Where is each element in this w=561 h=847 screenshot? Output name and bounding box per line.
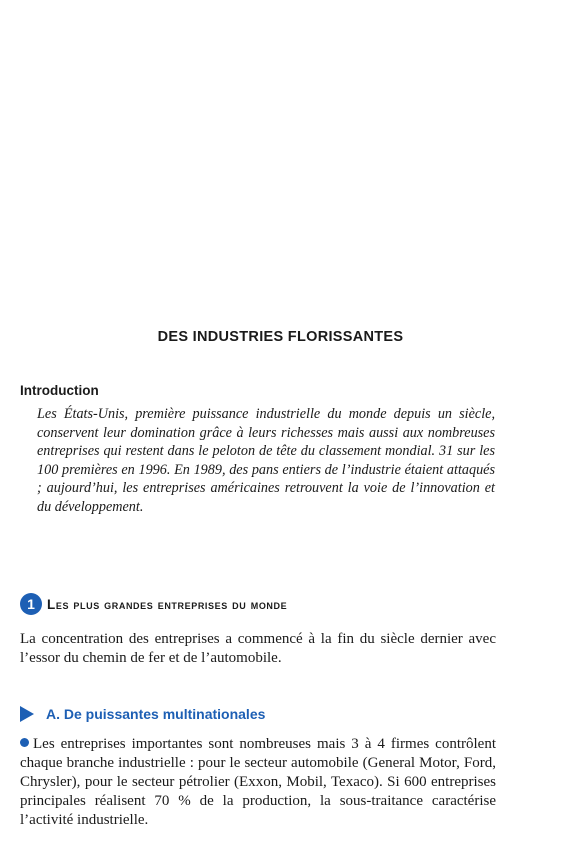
- bullet-dot-icon: [20, 738, 29, 747]
- bullet-paragraph: [20, 735, 496, 830]
- subsection-title: A. De puissantes multinationales: [46, 706, 266, 722]
- subsection-heading: [20, 706, 265, 722]
- section-intro-paragraph: La concentration des entreprises a commencé à la fin du siècle dernier avec l’essor du chemin de fer et de l’automobile.: [20, 631, 496, 666]
- introduction-heading: Introduction: [20, 383, 99, 398]
- triangle-right-icon: [20, 706, 34, 722]
- introduction-text: Les États-Unis, première puissance industrielle du monde depuis un siècle, conservent leur domination grâce à leurs richesses mais aussi aux nombreuses entreprises qui restent dans le peloton de tête du classement mondial. 31 sur les 100 premières en 1996. En 1989, des pans entiers de l’industrie étaient attaqués ; aujourd’hui, les entreprises américaines retrouvent la voie de l’innovation et du développement.: [37, 406, 495, 515]
- number-circle-icon: 1: [20, 593, 42, 615]
- chapter-title: DES INDUSTRIES FLORISSANTES: [157, 329, 404, 345]
- section-title: Les plus grandes entreprises du monde: [47, 596, 288, 612]
- bullet-paragraph-text: Les entreprises importantes sont nombreuses mais 3 à 4 firmes contrôlent chaque branche industrielle : pour le secteur automobile (General Motor, Ford, Chrysler), pour le secteur pétrolier (Exxon, Mobil, Texaco). Si 600 entreprises principales réalisent 70 % de la production, la sous-traitance caractérise l’activité industrielle.: [20, 736, 496, 828]
- section-heading: [20, 592, 287, 616]
